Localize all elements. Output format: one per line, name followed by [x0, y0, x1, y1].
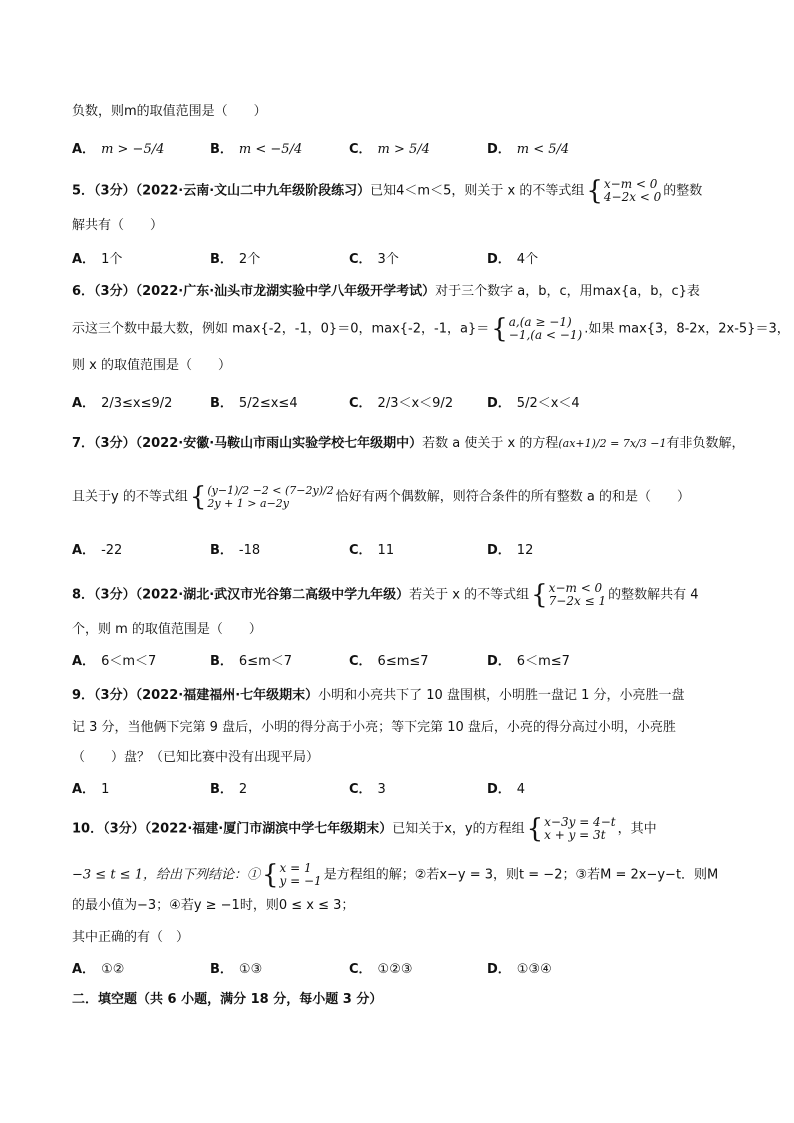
system-row: −1,(a < −1)	[508, 328, 583, 342]
option-label: B．	[210, 396, 233, 411]
q9-option-c[interactable]	[349, 780, 386, 800]
option-text: 12	[516, 543, 534, 558]
q4-option-c[interactable]	[349, 140, 430, 160]
q8-option-a[interactable]	[72, 652, 156, 672]
system-row: x + y = 3t	[544, 828, 606, 842]
system-row: x−m < 0	[548, 581, 603, 595]
question-text: 若关于 x 的不等式组	[409, 587, 530, 603]
q6-option-a[interactable]	[72, 394, 172, 414]
option-text: 6≤m＜7	[238, 654, 293, 669]
option-label: D．	[487, 654, 511, 669]
question-score: （3分）	[94, 688, 136, 703]
question-text: 且关于y 的不等式组	[72, 489, 188, 505]
question-score: （3分）	[94, 436, 136, 451]
question-score: （3分）	[94, 284, 136, 299]
question-source: （2022·福建·厦门市湖滨中学七年级期末）	[144, 821, 393, 837]
q4-option-a[interactable]	[72, 140, 164, 160]
option-label: A．	[72, 654, 96, 669]
option-label: B．	[210, 782, 233, 797]
q8-stem-line2: 个，则 m 的取值范围是（ ）	[72, 622, 262, 637]
system-row: x−m < 0	[603, 177, 658, 191]
option-label: A．	[72, 782, 96, 797]
system-row: 2y + 1 > a−2y	[207, 497, 289, 510]
q9-options	[72, 780, 752, 800]
question-source: （2022·安徽·马鞍山市雨山实验学校七年级期中）	[135, 436, 423, 451]
system-row: (y−1)/2 −2 < (7−2y)/2	[207, 484, 334, 497]
option-label: B．	[210, 252, 233, 267]
q7-options	[72, 541, 752, 561]
q6-option-d[interactable]	[487, 394, 580, 414]
question-text: ，其中	[617, 821, 657, 837]
option-label: C．	[349, 962, 372, 977]
q4-stem-continuation: 负数，则m的取值范围是（ ）	[72, 104, 267, 119]
q10-option-c[interactable]	[349, 960, 413, 980]
option-text: ①③	[238, 962, 263, 977]
option-label: D．	[487, 396, 511, 411]
q5-stem-line2: 解共有（ ）	[72, 218, 164, 233]
option-text: 6＜m＜7	[101, 654, 157, 669]
q8-stem	[72, 582, 734, 608]
question-source: （2022·湖北·武汉市光谷第二高级中学九年级）	[135, 587, 410, 603]
question-number: 6．	[72, 284, 95, 299]
option-text: -18	[238, 543, 261, 558]
system-row: x−3y = 4−t	[544, 815, 616, 829]
system-row: a,(a ≥ −1)	[508, 315, 572, 329]
q9-stem	[72, 686, 734, 706]
left-brace-icon: {	[261, 860, 279, 890]
q4-option-b[interactable]	[210, 140, 302, 160]
question-text: .如果 max{3，8-2x，2x-5}＝3，	[584, 321, 790, 337]
option-label: B．	[210, 543, 233, 558]
q6-stem	[72, 282, 734, 302]
left-brace-icon: {	[526, 814, 544, 844]
q7-option-c[interactable]	[349, 541, 394, 561]
q10-stem-line2	[72, 862, 734, 888]
question-number: 7．	[72, 436, 95, 451]
q9-option-a[interactable]	[72, 780, 109, 800]
q5-stem	[72, 178, 734, 204]
option-text: 2个	[238, 252, 261, 267]
option-label: A．	[72, 543, 96, 558]
question-text: 的整数解共有 4	[608, 587, 699, 603]
option-text: 4	[516, 782, 526, 797]
option-text: 4个	[516, 252, 539, 267]
left-brace-icon: {	[491, 314, 508, 344]
option-label: C．	[349, 252, 372, 267]
question-source: （2022·广东·汕头市龙湖实验中学八年级开学考试）	[135, 284, 436, 299]
question-text: 的整数	[663, 183, 703, 199]
q4-option-d[interactable]	[487, 140, 569, 160]
q7-option-b[interactable]	[210, 541, 260, 561]
question-text: 示这三个数中最大数，例如 max{-2，-1，0}＝0，max{-2，-1，a}＝	[72, 321, 490, 337]
q6-piecewise-system	[491, 316, 582, 342]
question-text: 已知关于x，y的方程组	[392, 821, 525, 837]
question-text: 对于三个数字 a，b，c，用max{a，b，c}表	[435, 284, 700, 299]
q5-option-b[interactable]	[210, 250, 260, 270]
option-label: A．	[72, 252, 96, 267]
q10-stem-line3: 的最小值为−3；④若y ≥ −1时，则0 ≤ x ≤ 3；	[72, 898, 355, 913]
option-text: 2	[238, 782, 248, 797]
q9-stem-line3: （ ）盘？（已知比赛中没有出现平局）	[72, 750, 320, 765]
option-label: C．	[349, 654, 372, 669]
system-row: x = 1	[279, 861, 312, 875]
q10-stem-line4: 其中正确的有（ ）	[72, 930, 190, 945]
option-text: 11	[377, 543, 395, 558]
option-label: C．	[349, 142, 372, 157]
q6-stem-line2	[72, 314, 790, 344]
q8-option-c[interactable]	[349, 652, 429, 672]
left-brace-icon: {	[586, 176, 603, 206]
question-text: 有非负数解，	[666, 436, 745, 451]
q8-inequality-system	[531, 582, 606, 608]
option-text: ①②③	[377, 962, 413, 977]
q7-option-a[interactable]	[72, 541, 122, 561]
question-text: 小明和小亮共下了 10 盘围棋，小明胜一盘记 1 分，小亮胜一盘	[318, 688, 685, 703]
question-score: （3分）	[94, 183, 136, 199]
q10-option-a[interactable]	[72, 960, 124, 980]
left-brace-icon: {	[189, 482, 207, 512]
system-row: 7−2x ≤ 1	[548, 594, 607, 608]
option-label: B．	[210, 654, 233, 669]
option-text: ①③④	[516, 962, 552, 977]
q7-equation: (ax+1)/2 = 7x/3 −1	[558, 437, 667, 450]
option-text: ①②	[101, 962, 125, 977]
q10-equation-system	[527, 816, 616, 842]
option-text: 5/2＜x＜4	[516, 396, 580, 411]
q10-option-d[interactable]	[487, 960, 552, 980]
q8-option-b[interactable]	[210, 652, 292, 672]
option-text: 2/3＜x＜9/2	[377, 396, 454, 411]
q8-option-d[interactable]	[487, 652, 570, 672]
question-number: 10．	[72, 821, 104, 837]
option-label: C．	[349, 396, 372, 411]
q9-option-d[interactable]	[487, 780, 525, 800]
q7-option-d[interactable]	[487, 541, 533, 561]
q10-solution-system	[262, 862, 322, 888]
option-text: m < −5/4	[238, 142, 303, 157]
system-row: 4−2x < 0	[603, 190, 662, 204]
question-text: 恰好有两个偶数解，则符合条件的所有整数 a 的和是（ ）	[335, 489, 690, 505]
q6-option-c[interactable]	[349, 394, 453, 414]
question-text: −3 ≤ t ≤ 1，给出下列结论：①	[72, 867, 260, 883]
q4-options	[72, 140, 752, 160]
option-label: D．	[487, 252, 511, 267]
question-text: 若数 a 使关于 x 的方程	[422, 436, 559, 451]
question-text: 已知4＜m＜5，则关于 x 的不等式组	[370, 183, 585, 199]
option-text: m < 5/4	[516, 142, 570, 157]
option-text: 3个	[377, 252, 399, 267]
question-source: （2022·云南·文山二中九年级阶段练习）	[135, 183, 371, 199]
option-text: -22	[101, 543, 123, 558]
option-text: 3	[377, 782, 386, 797]
q5-option-d[interactable]	[487, 250, 538, 270]
q5-inequality-system	[586, 178, 661, 204]
option-label: D．	[487, 543, 511, 558]
question-number: 9．	[72, 688, 95, 703]
option-label: D．	[487, 782, 511, 797]
system-row: y = −1	[279, 874, 322, 888]
question-number: 5．	[72, 183, 95, 199]
q6-stem-line3: 则 x 的取值范围是（ ）	[72, 358, 231, 373]
option-text: 1	[101, 782, 110, 797]
q6-option-b[interactable]	[210, 394, 298, 414]
question-source: （2022·福建福州·七年级期末）	[135, 688, 319, 703]
q10-stem	[72, 816, 734, 842]
question-number: 8．	[72, 587, 95, 603]
option-text: 1个	[101, 252, 123, 267]
q5-option-a[interactable]	[72, 250, 122, 270]
option-text: 6＜m≤7	[516, 654, 570, 669]
option-label: C．	[349, 543, 372, 558]
option-text: m > 5/4	[377, 142, 430, 157]
option-label: A．	[72, 396, 96, 411]
q7-stem	[72, 434, 745, 454]
question-text: 是方程组的解；②若x−y = 3，则t = −2；③若M = 2x−y−t．则M	[323, 867, 719, 883]
q7-inequality-system	[190, 484, 334, 510]
q10-options	[72, 960, 752, 980]
question-score: （3分）	[103, 821, 145, 837]
q8-options	[72, 652, 752, 672]
q5-options	[72, 250, 752, 270]
q9-stem-line2: 记 3 分，当他俩下完第 9 盘后，小明的得分高于小亮；等下完第 10 盘后，小亮的得分高过小明，小亮胜	[72, 720, 676, 735]
q6-options	[72, 394, 752, 414]
option-label: A．	[72, 962, 96, 977]
left-brace-icon: {	[531, 580, 548, 610]
option-label: A．	[72, 142, 96, 157]
option-label: C．	[349, 782, 372, 797]
option-text: m > −5/4	[101, 142, 165, 157]
option-label: D．	[487, 962, 511, 977]
option-label: B．	[210, 142, 233, 157]
option-label: D．	[487, 142, 511, 157]
option-label: B．	[210, 962, 233, 977]
option-text: 6≤m≤7	[377, 654, 429, 669]
question-score: （3分）	[94, 587, 136, 603]
q7-stem-line2	[72, 484, 734, 510]
option-text: 5/2≤x≤4	[238, 396, 298, 411]
section-heading-fill-in: 二．填空题（共 6 小题，满分 18 分，每小题 3 分）	[72, 992, 383, 1007]
q5-option-c[interactable]	[349, 250, 399, 270]
option-text: 2/3≤x≤9/2	[101, 396, 173, 411]
q9-option-b[interactable]	[210, 780, 247, 800]
q10-option-b[interactable]	[210, 960, 262, 980]
